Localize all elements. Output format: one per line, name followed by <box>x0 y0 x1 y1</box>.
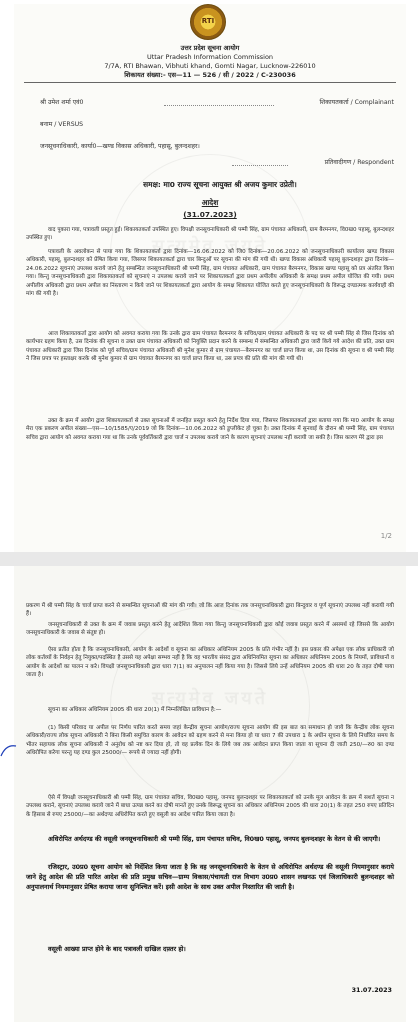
complaint-number: शिकायत संख्या:- एस—11 — 526 / सी / 2022 / C-230036 <box>124 71 296 79</box>
order-paragraph: उक्त के क्रम में आयोग द्वारा शिकायतकर्ता से उक्त सूचनाओं में जनहित प्रस्तुत करने हेतु निर्देश दिया गया, जिसपर शिकायतकर्ता द्वारा बताया गया कि मा0 आयोग के समक्ष मेरा एक प्रकरण अपील संख्या—एस—10/1585/ए/2019 जो कि दिनांक—10.06.2022 को डुप्लीकेट हो चुका है। उक्त दिनांक में सुनवाई के दौरान श्री पम्मी सिंह, ग्राम पंचायत सचिव द्वारा आयोग को अवगत कराया गया था कि उनके पूर्ववर्तिकारी द्वारा चार्ज न उपलब्ध कराये जाने के कारण सूचनाएं उपलब्ध नहीं करायी जा सकी है। जिस कारण मेरे द्वारा इस <box>26 418 394 441</box>
org-name-hindi: उत्तर प्रदेश सूचना आयोग <box>180 44 240 52</box>
complainant-name: श्री उमेश शर्मा एवं0 <box>40 99 84 106</box>
pen-annotation-mark <box>0 742 18 762</box>
order-title: आदेश <box>201 198 219 207</box>
org-address: 7/7A, RTI Bhawan, Vibhuti khand, Gomti Nagar, Lucknow-226010 <box>104 62 316 70</box>
order-paragraph: प्रकरण में श्री पम्मी सिंह के चार्ज प्राप्त करने से सम्बन्धित सूचनाओं की मांग की गयी। जो कि आज दिनांक तक जनसूचनाधिकारी द्वारा बिन्दुवार व पूर्ण सूचनाएं उपलब्ध नहीं करायी गयी हैं। <box>26 603 394 618</box>
document-page-2 <box>14 566 406 1022</box>
page-divider <box>0 552 418 566</box>
dotted-leader <box>232 165 288 166</box>
order-paragraph: पत्रावली के अवलोकन से पाया गया कि शिकायतकर्ता द्वारा दिनांक—16.06.2022 को जि0 दिनांक—20.06.2022 को जनसूचनाधिकारी कार्यालय खण्ड विकास अधिकारी, पहासू, बुलन्दशहर को प्रेषित किया गया, जिसपर शिकायतकर्ता द्वारा चार बिन्दुओं पर सूचना की मांग की गयी थी। खण्ड विकास अधिकारी पहासू बुलन्दशहर द्वारा दिनांक—24.06.2022 सूचनाएं उपलब्ध कराये जाने हेतु सम्बन्धित जनसूचनाधिकारी श्री पम्मी सिंह, ग्राम पंचायत अधिकारी, ग्राम पंचायत बैरमनगर, विकास खण्ड पहासू को प्रत्र अंतरित किया गया। किन्तु जनसूचनाधिकारी द्वारा शिकायतकर्ता को सूचनाएं न उपलब्ध कराये जाने पर शिकायतकर्ता द्वारा प्रथम अपीलीय अधिकारी के समक्ष प्रथम अपील योजित की गयी। प्रथम अपीलीय अधिकारी द्वारा प्रथम अपील का निस्तारण न किये जाने पर शिकायतकर्ता द्वारा आयोग के समक्ष शिकायत योजित करते हुए जनसूचनाधिकारी के विरूद्ध दण्डात्मक कार्यवाही की मांग की गयी है। <box>26 249 394 298</box>
document-page-1 <box>14 4 406 552</box>
order-paragraph-bold: रजिस्ट्रार, उ0प्र0 सूचना आयोग को निर्देशित किया जाता है कि वह जनसूचनाधिकारी के वेतन से अधिरोपित अर्थदण्ड की वसूली नियमानुसार कराये जाने हेतु आदेश की प्रति पारित आदेश की प्रति प्रमुख सचिव—ग्राम्य विकास/पंचायती राज विभाग उ0प्र0 शासन लखनऊ एवं जिलाधिकारी बुलन्दशहर को अनुपालनार्थ नियमानुसार प्रेषित कराया जाना सुनिश्चित करें। इसी आदेश के साथ उक्त अपील निस्तारित की जाती है। <box>26 863 394 891</box>
order-paragraph: ऐसे में विपक्षी जनसूचनाधिकारी श्री पम्मी सिंह, ग्राम पंचायत सचिव, वि0ख0 पहासू, जनपद बुलन्दशहर पर शिकायतकर्ता को उनके मूल आवेदन के क्रम में सशर्त सूचना न उपलब्ध कराने, सूचनाएं उपलब्ध कराये जाने में बाधा उत्पन्न करने का दोषी मानते हुए उनके विरूद्ध सूचना का अधिकार अधिनियम 2005 की धारा 20(1) के तहत 250 रुपए प्रतिदिन के हिसाब से रुपए 25000/—का अर्थदण्ड अधिरोपित करते हुए वसूली का आदेश पारित किया जाता है। <box>26 795 394 818</box>
org-name-english: Uttar Pradesh Information Commission <box>146 53 274 61</box>
header-rule <box>24 82 396 83</box>
order-paragraph: आज शिकायतकर्ता द्वारा आयोग को अवगत कराया गया कि उनके द्वारा ग्राम पंचायत बैरमनगर के सचिव/ग्राम पंचायत अधिकारी के पद पर श्री पम्मी सिंह से जिस दिनांक को कार्यभार ग्रहण किया है, उस दिनांक की सूचना व उक्त ग्राम पंचायत अधिकारी को नियुक्ति प्रदान करने के सम्बन्ध में सम्बन्धित अधिकारी द्वारा जारी किये गये आदेश की प्रति, उक्त ग्राम पंचायत अधिकारी द्वारा जिस दिनांक को पूर्व सचिव/ग्राम पंचायत अधिकारी श्री मुनेश कुमार से ग्राम पंचायत—बैरमनगर का चार्ज प्राप्त किया था, उस दिनांक की सूचना व श्री पम्मी सिंह ने जिस प्रपत्र पर हस्ताक्षर करके श्री मुनेश कुमार से ग्राम पंचायत बैरमनगर का चार्ज प्राप्त किया था, उस प्रपत्र की प्रति की मांग की गयी थी। <box>26 331 394 363</box>
order-paragraph: (1) किसी परिवाद या अपील पर निर्णय पारित करते समय जहां केन्द्रीय सूचना आयोग/राज्य सूचना आयोग की इस बात का समाधान हो जाये कि केन्द्रीय लोक सूचना अधिकारी/राज्य लोक सूचना अधिकारी ने बिना किसी समुचित कारण के आवेदन को ग्रहण करने से मना किया हो या धारा 7 की उपधारा 1 के अधीन सूचना के लिये निर्धारित समय के भीतर सहायक लोक सूचना अधिकारी ने अनुरोध को नष्ट कर दिया हो, तो वह प्रत्येक दिन के लिये जब तक आवेदन प्राप्त किया जाता या सूचना दी जाती 250/—रु0 का दण्ड अधिरोपित करेगा परन्तु यह दण्ड कुल 25000/— रूपये से ज्यादा नहीं होगी। <box>26 725 394 757</box>
page-number: 1/2 <box>380 532 392 540</box>
dotted-leader <box>164 105 274 106</box>
versus-label: बनाम / VERSUS <box>40 121 84 128</box>
complainant-label: शिकायतकर्ता / Complainant <box>319 99 394 106</box>
respondent-name: जनसूचनाधिकारी, कार्या0—खण्ड विकास अधिकारी, पहासू, बुलन्दशहर। <box>40 143 200 150</box>
order-paragraph: ऐसा प्रतीत होता है कि जनसूचनाधिकारी, आयोग के आदेशों व सूचना का अधिकार अधिनियम 2005 के प्रति गंभीर नहीं है। इस प्रकार की अपेक्षा एक लोक प्राधिकारी जो लोक कर्तव्यों के निर्वहन हेतु नियुक्त/पदस्थित है उससे यह अपेक्षा सम्भव नहीं है कि वह भारतीय संसद द्वारा अधिनियमित सूचना का अधिकार अधिनियम 2005 के नियमों, प्राविधानों व आयोग के आदेशों का पालन न करे। विपक्षी जनसूचनाधिकारी द्वारा धारा 7(1) का अनुपालन नहीं किया गया है। जिससे लिये उन्हें अधिनियम 2005 की धारा 20 के तहत दोषी पाया जाता है। <box>26 647 394 679</box>
order-paragraph-bold: वसूली आख्या प्राप्त होने के बाद पत्रावली दाखिल दफ़्तर हो। <box>48 945 186 953</box>
order-date: (31.07.2023) <box>183 210 237 219</box>
subject-line: समक्ष: मा0 राज्य सूचना आयुक्त श्री अजय कुमार उप्रेती। <box>143 180 297 189</box>
rti-emblem-icon <box>190 4 226 40</box>
order-paragraph: जनसूचनाधिकारी से उक्त के क्रम में जवाब प्रस्तुत करने हेतु आदेशित किया गया किन्तु जनसूचनाधिकारी द्वारा कोई जवाब प्रस्तुत करने में असमर्थ रहे जिससे कि आयोग जनसूचनाधिकारी के जवाब से संतुष्ट हो। <box>26 622 394 637</box>
signature-date: 31.07.2023 <box>351 986 392 994</box>
emblem-label: RTI <box>201 17 215 25</box>
order-paragraph: वाद पुकारा गया, पत्रावली प्रस्तुत हुई। शिकायतकर्ता उपस्थित हुए। विपक्षी जनसूचनाधिकारी श्री पम्मी सिंह, ग्राम पंचायत अधिकारी, ग्राम बैरमनगर, वि0ख0 पहासू, बुलन्दशहर उपस्थित हुए। <box>26 227 394 242</box>
respondent-label: प्रतिवादीगण / Respondent <box>324 159 394 166</box>
order-paragraph-bold: अधिरोपित अर्थदण्ड की वसूली जनसूचनाधिकारी श्री पम्मी सिंह, ग्राम पंचायत सचिव, वि0ख0 पहासू, जनपद बुलन्दशहर के वेतन से की जाएगी। <box>48 835 381 843</box>
order-paragraph: सूचना का अधिकार अधिनियम 2005 की धारा 20(1) में निम्नलिखित प्राविधान है:— <box>48 707 222 713</box>
